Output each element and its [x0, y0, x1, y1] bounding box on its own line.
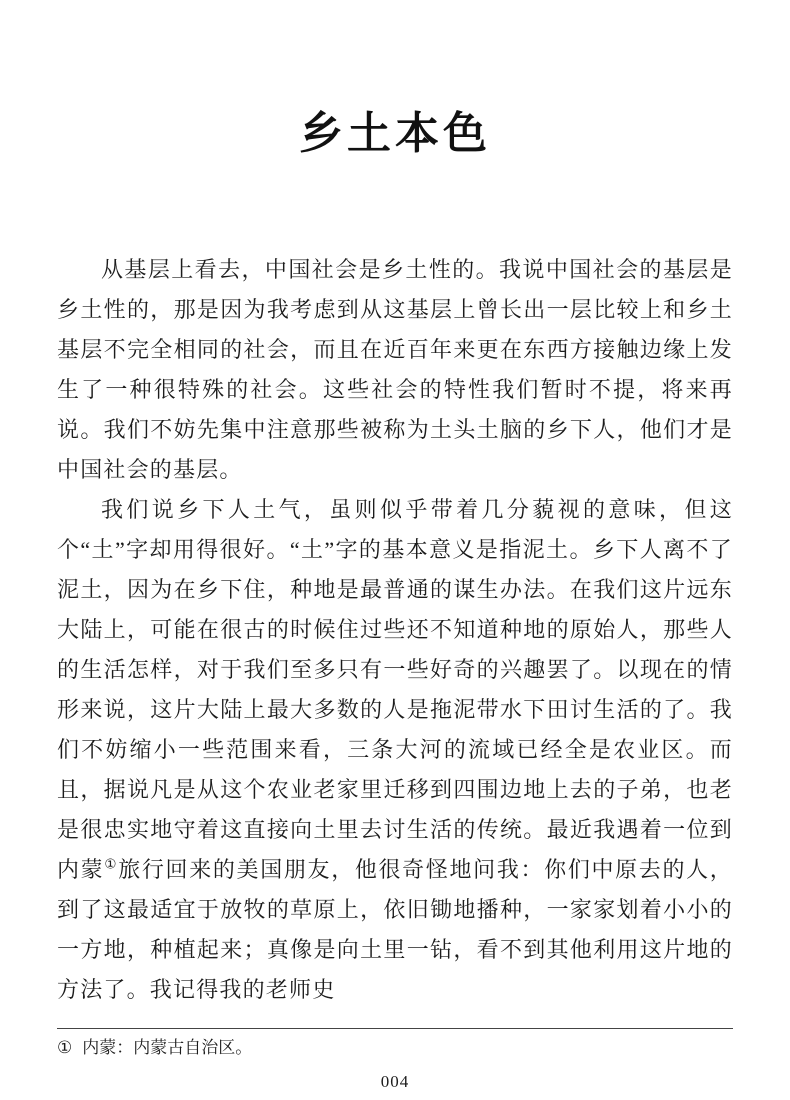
paragraph-2 [57, 490, 733, 1010]
footnote-text: 内蒙：内蒙古自治区。 [82, 1038, 253, 1057]
body-text [57, 250, 733, 1010]
footnote [57, 1037, 733, 1059]
paragraph-1: 从基层上看去，中国社会是乡土性的。我说中国社会的基层是乡土性的，那是因为我考虑到从这基层上曾长出一层比较上和乡土基层不完全相同的社会，而且在近百年来更在东西方接触边缘上发生了一种很特殊的社会。这些社会的特性我们暂时不提，将来再说。我们不妨先集中注意那些被称为土头土脑的乡下人，他们才是中国社会的基层。 [57, 257, 733, 482]
paragraph-2-text: 我们说乡下人土气，虽则似乎带着几分藐视的意味，但这个“土”字却用得很好。“土”字的基本意义是指泥土。乡下人离不了泥土，因为在乡下住，种地是最普通的谋生办法。在我们这片远东大陆上，可能在很古的时候住过些还不知道种地的原始人，那些人的生活怎样，对于我们至多只有一些好奇的兴趣罢了。以现在的情形来说，这片大陆上最大多数的人是拖泥带水下田讨生活的了。我们不妨缩小一些范围来看，三条大河的流域已经全是农业区。而且，据说凡是从这个农业老家里迁移到四围边地上去的子弟，也老是很忠实地守着这直接向土里去讨生活的传统。最近我遇着一位到内蒙 [57, 497, 733, 882]
page-number: 004 [380, 1072, 410, 1091]
paragraph-2-text-continued: 旅行回来的美国朋友，他很奇怪地问我：你们中原去的人，到了这最适宜于放牧的草原上，依旧锄地播种，一家家划着小小的一方地，种植起来；真像是向土里一钻，看不到其他利用这片地的方法了。我记得我的老师史 [57, 857, 733, 1002]
page-title: 乡土本色 [299, 109, 491, 158]
footnote-reference-marker: ① [104, 856, 119, 872]
footnote-marker: ① [57, 1038, 73, 1057]
footnote-divider [57, 1028, 733, 1029]
footnote-area [57, 1028, 733, 1059]
